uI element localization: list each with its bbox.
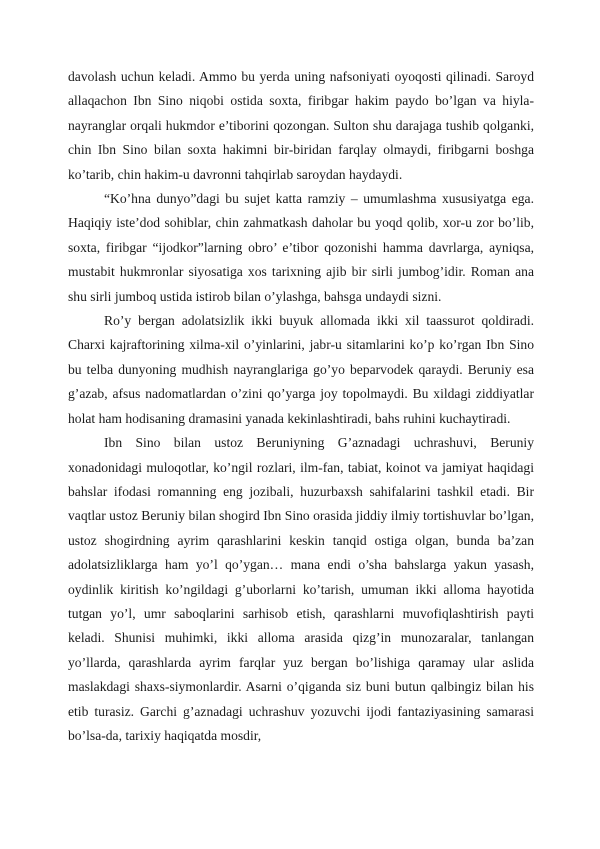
paragraph-2: “Ko’hna dunyo”dagi bu sujet katta ramziy – umumlashma xususiyatga ega. Haqiqiy iste’dod sohiblar, chin zahmatkash daholar bu yoqd qolib, xor-u zor bo’lib, soxta, firibgar “ijodkor”larning obro’ e’tibor qozonishi hamma davrlarga, ayniqsa, mustabit hukmronlar siyosatiga xos tarixning ajib bir sirli jumbog’idir. Roman ana shu sirli jumboq ustida istirob bilan o’ylashga, bahsga undaydi sizni. (68, 191, 534, 304)
document-page (68, 65, 534, 748)
paragraph-3: Ro’y bergan adolatsizlik ikki buyuk allomada ikki xil taassurot qoldiradi. Charxi kajraftorining xilma-xil o’yinlarini, jabr-u sitamlarini ko’p ko’rgan Ibn Sino bu telba dunyoning mudhish nayranglariga go’yo beparvodek qaraydi. Beruniy esa g’azab, afsus nadomatlardan o’zini qo’yarga joy topolmaydi. Bu xildagi ziddiyatlar holat ham hodisaning dramasini yanada kekinlashtiradi, bahs ruhini kuchaytiradi. (68, 313, 534, 426)
paragraph-1: davolash uchun keladi. Ammo bu yerda uning nafsoniyati oyoqosti qilinadi. Saroyd allaqachon Ibn Sino niqobi ostida soxta, firibgar hakim paydo bo’lgan va hiyla-nayranglar orqali hukmdor e’tiborini qozongan. Sulton shu darajaga tushib qolganki, chin Ibn Sino bilan soxta hakimni bir-biridan farqlay olmaydi, firibgarni boshga ko’tarib, chin hakim-u davronni tahqirlab saroydan haydaydi. (68, 69, 534, 182)
paragraph-4: Ibn Sino bilan ustoz Beruniyning G’aznadagi uchrashuvi, Beruniy xonadonidagi muloqotlar, ko’ngil rozlari, ilm-fan, tabiat, koinot va jamiyat haqidagi bahslar ifodasi romanning eng jozibali, huzurbaxsh sahifalarini tashkil etadi. Bir vaqtlar ustoz Beruniy bilan shogird Ibn Sino orasida jiddiy ilmiy tortishuvlar bo’lgan, ustoz shogirdning ayrim qarashlarini keskin tanqid ostiga olgan, bunda ba’zan adolatsizliklarga ham yo’l qo’ygan… mana endi o’sha bahslarga yakun yasash, oydinlik kiritish ko’ngildagi g’uborlarni ko’tarish, umuman ikki alloma hayotida tutgan yo’l, umr saboqlarini sarhisob etish, qarashlarni muvofiqlashtirish payti keladi. Shunisi muhimki, ikki alloma arasida qizg’in munozaralar, tanlangan yo’llarda, qarashlarda ayrim farqlar yuz bergan bo’lishiga qaramay ular aslida maslakdagi shaxs-siymonlardir. Asarni o’qiganda siz buni butun qalbingiz bilan his etib turasiz. Garchi g’aznadagi uchrashuv yozuvchi ijodi fantaziyasining samarasi bo’lsa-da, tarixiy haqiqatda mosdir, (68, 435, 534, 743)
